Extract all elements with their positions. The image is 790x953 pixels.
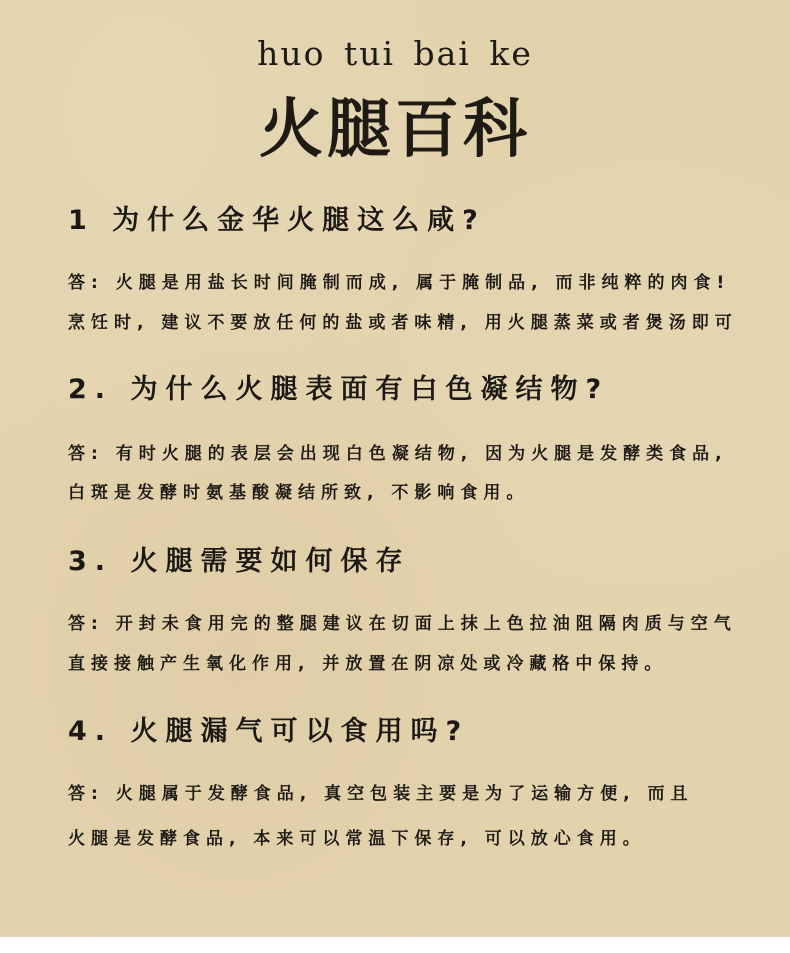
faq-answer-2-line-2: 白斑是发酵时氨基酸凝结所致, 不影响食用。	[68, 483, 530, 503]
faq-answer-3-line-1: 答: 开封未食用完的整腿建议在切面上抹上色拉油阻隔肉质与空气	[68, 614, 737, 634]
faq-question-3: 3. 火腿需要如何保存	[68, 546, 411, 577]
title-pinyin: huo tui bai ke	[257, 34, 533, 73]
faq-answer-4-line-1: 答: 火腿属于发酵食品, 真空包装主要是为了运输方便, 而且	[68, 784, 694, 804]
page-title: 火腿百科	[259, 92, 531, 167]
faq-answer-2-line-1: 答: 有时火腿的表层会出现白色凝结物, 因为火腿是发酵类食品,	[68, 444, 728, 464]
faq-question-1: 1 为什么金华火腿这么咸?	[68, 205, 486, 236]
faq-answer-4-line-2: 火腿是发酵食品, 本来可以常温下保存, 可以放心食用。	[68, 829, 646, 849]
faq-answer-1-line-1: 答: 火腿是用盐长时间腌制而成, 属于腌制品, 而非纯粹的肉食!	[68, 273, 731, 293]
faq-question-2: 2. 为什么火腿表面有白色凝结物?	[68, 374, 610, 405]
faq-question-4: 4. 火腿漏气可以食用吗?	[68, 716, 470, 747]
faq-answer-1-line-2: 烹饪时, 建议不要放任何的盐或者味精, 用火腿蒸菜或者煲汤即可	[68, 313, 738, 333]
faq-answer-3-line-2: 直接接触产生氧化作用, 并放置在阴凉处或冷藏格中保持。	[68, 654, 668, 674]
